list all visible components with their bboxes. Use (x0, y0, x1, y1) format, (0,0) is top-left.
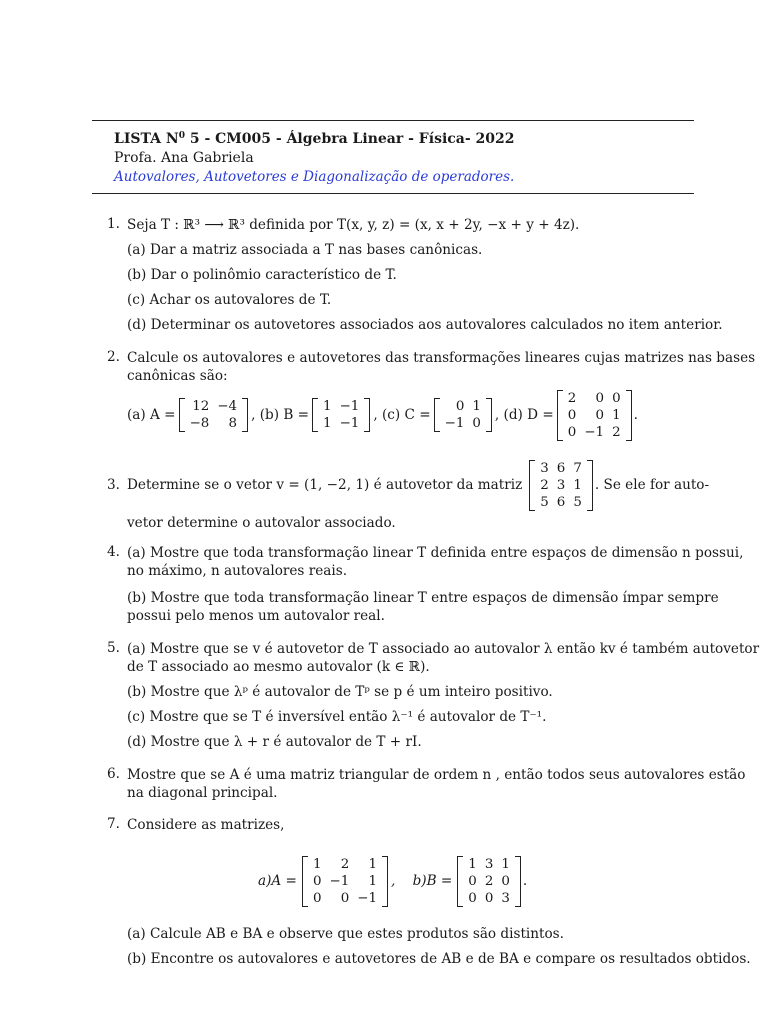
matrix-q7-B-entry: 0 (468, 890, 477, 906)
matrix-B-entry: 1 (323, 399, 332, 414)
matrix-B-row (319, 415, 363, 432)
matrix-C (434, 398, 492, 432)
q3-text-post: . Se ele for auto- (594, 477, 710, 493)
matrix-q7-A-entry: 0 (312, 873, 322, 889)
matrix-q3-entry: 6 (556, 494, 566, 510)
q2-number: 2. (107, 349, 120, 365)
q7-item-a: (a) Calcule AB e BA e observe que estes produtos são distintos. (127, 926, 564, 942)
matrix-D-entry: 1 (612, 407, 621, 423)
q5-item-c: (c) Mostre que se T é inversível então λ⁻¹ é autovalor de T⁻¹. (127, 709, 547, 725)
matrix-q7-B-entry: 0 (501, 873, 510, 889)
matrix-q3-entry: 5 (540, 494, 549, 510)
matrix-q3-entry: 5 (573, 494, 582, 510)
matrix-D-row (564, 407, 625, 424)
matrix-q7-A-row (309, 873, 381, 890)
matrix-A-row (186, 415, 242, 432)
matrix-q7-A-entry: 1 (368, 873, 377, 889)
q7-matrices-row (258, 852, 530, 910)
author: Profa. Ana Gabriela (114, 150, 254, 166)
matrix-C-row (441, 398, 485, 415)
q7-end-period: . (522, 873, 528, 889)
matrix-q7-A-entry: 2 (340, 856, 350, 872)
matrix-q7-B-entry: 1 (468, 856, 477, 872)
matrix-A-entry: −8 (189, 416, 210, 431)
matrix-q7-A-row (309, 856, 381, 873)
matrix-C-entry: 0 (455, 399, 465, 414)
q4-a-line2: no máximo, n autovalores reais. (127, 563, 348, 579)
q4-number: 4. (107, 544, 120, 560)
q2-end-period: . (633, 407, 638, 423)
q5-number: 5. (107, 640, 120, 656)
matrix-D-row (564, 390, 625, 407)
matrix-q3-entry: 3 (556, 477, 566, 493)
q4-a-line1: (a) Mostre que toda transformação linear T definida entre espaços de dimensão n possui, (127, 545, 744, 561)
matrix-q7-B-row (464, 890, 514, 907)
matrix-q7-A-entry: −1 (329, 873, 350, 889)
matrix-q3-entry: 7 (573, 460, 582, 476)
matrix-q7-B-entry: 0 (484, 890, 494, 906)
matrix-q3-entry: 1 (573, 477, 582, 493)
matrix-q7-A-entry: 1 (312, 856, 322, 872)
matrix-C-entry: 0 (472, 416, 481, 431)
matrix-q7-A-entry: 1 (368, 856, 377, 872)
q7-label-a: a)A = (258, 873, 297, 889)
matrix-q3-row (536, 477, 586, 494)
matrix-q3-entry: 2 (540, 477, 549, 493)
matrix-q3-entry: 6 (556, 460, 566, 476)
q4-b-line2: possui pelo menos um autovalor real. (127, 608, 385, 624)
matrix-A-entry: −4 (217, 399, 238, 414)
list-title: LISTA $N^0$ 5 - CM005 - Álgebra Linear - Física- 2022 (114, 131, 515, 147)
matrix-q7-A (302, 856, 388, 907)
matrix-B-entry: −1 (339, 399, 360, 414)
q1-statement: Seja T : ℝ³ ⟶ ℝ³ definida por T(x, y, z) = (x, x + 2y, −x + y + 4z). (127, 217, 580, 233)
q6-line2: na diagonal principal. (127, 785, 278, 801)
q3-text-pre: Determine se o vetor v = (1, −2, 1) é autovetor da matriz (127, 477, 523, 493)
matrix-q7-B-entry: 0 (468, 873, 477, 889)
matrix-q7-B-row (464, 873, 514, 890)
q5-item-d: (d) Mostre que λ + r é autovalor de T + rI. (127, 734, 422, 750)
matrix-B-entry: 1 (323, 416, 332, 431)
matrix-q3-row (536, 460, 586, 477)
q2-matrices-row (127, 387, 641, 443)
q1-item-c: (c) Achar os autovalores de T. (127, 292, 332, 308)
q2-label-b: , (b) B = (251, 407, 310, 423)
q1-item-d: (d) Determinar os autovetores associados aos autovalores calculados no item anterior. (127, 317, 723, 333)
matrix-D-entry: 0 (595, 407, 605, 423)
q1-item-b: (b) Dar o polinômio característico de T. (127, 267, 397, 283)
matrix-D-entry: 0 (567, 424, 577, 440)
matrix-A-entry: 8 (228, 416, 238, 431)
q2-label-c: , (c) C = (373, 407, 431, 423)
matrix-C-entry: 1 (472, 399, 481, 414)
matrix-C-entry: −1 (444, 416, 465, 431)
q2-line2: canônicas são: (127, 368, 228, 384)
matrix-q7-A-row (309, 890, 381, 907)
matrix-D (557, 390, 632, 441)
matrix-D-entry: 0 (612, 390, 621, 406)
matrix-q7-B-row (464, 856, 514, 873)
matrix-D-entry: 2 (567, 390, 577, 406)
q1-item-a: (a) Dar a matriz associada a T nas bases canônicas. (127, 242, 483, 258)
q3-row (127, 457, 712, 513)
matrix-B-row (319, 398, 363, 415)
matrix-D-entry: 0 (567, 407, 577, 423)
matrix-q7-B-entry: 2 (484, 873, 494, 889)
top-rule (92, 120, 694, 121)
q2-line1: Calcule os autovalores e autovetores das transformações lineares cujas matrizes nas bases (127, 350, 756, 366)
q7-item-b: (b) Encontre os autovalores e autovetores de AB e de BA e compare os resultados obtidos. (127, 951, 751, 967)
q7-statement: Considere as matrizes, (127, 817, 285, 833)
q2-label-a: (a) A = (127, 407, 176, 423)
matrix-B-entry: −1 (339, 416, 360, 431)
matrix-q7-B-entry: 1 (501, 856, 510, 872)
q1-number: 1. (107, 216, 120, 232)
q5-item-b: (b) Mostre que λᵖ é autovalor de Tᵖ se p é um inteiro positivo. (127, 684, 553, 700)
topic-subtitle: Autovalores, Autovetores e Diagonalização de operadores. (114, 169, 515, 185)
q5-a-line2: de T associado ao mesmo autovalor (k ∈ ℝ). (127, 659, 430, 675)
matrix-q7-B-entry: 3 (501, 890, 510, 906)
q5-a-line1: (a) Mostre que se v é autovetor de T associado ao autovalor λ então kv é também autovetor (127, 641, 760, 657)
matrix-C-row (441, 415, 485, 432)
matrix-q3-row (536, 494, 586, 511)
matrix-D-entry: 2 (612, 424, 621, 440)
matrix-A (179, 398, 249, 432)
q2-label-d: , (d) D = (494, 407, 554, 423)
q7-number: 7. (107, 816, 120, 832)
q3-line2: vetor determine o autovalor associado. (127, 515, 396, 531)
matrix-B (312, 398, 370, 432)
matrix-A-entry: 12 (192, 399, 210, 414)
q3-number: 3. (107, 477, 120, 493)
matrix-q7-B (457, 856, 521, 907)
matrix-D-entry: −1 (584, 424, 605, 440)
matrix-q7-B-entry: 3 (484, 856, 494, 872)
matrix-q3-entry: 3 (540, 460, 549, 476)
matrix-q7-A-entry: 0 (340, 890, 350, 906)
matrix-D-entry: 0 (595, 390, 605, 406)
matrix-D-row (564, 424, 625, 441)
q7-label-b: , b)B = (390, 873, 453, 889)
header-bottom-rule (92, 193, 694, 194)
matrix-q7-A-entry: 0 (312, 890, 322, 906)
matrix-q3 (529, 460, 593, 511)
matrix-q7-A-entry: −1 (357, 890, 377, 906)
q4-b-line1: (b) Mostre que toda transformação linear T entre espaços de dimensão ímpar sempre (127, 590, 719, 606)
q6-line1: Mostre que se A é uma matriz triangular de ordem n , então todos seus autovalores estão (127, 767, 746, 783)
q6-number: 6. (107, 766, 120, 782)
matrix-A-row (186, 398, 242, 415)
